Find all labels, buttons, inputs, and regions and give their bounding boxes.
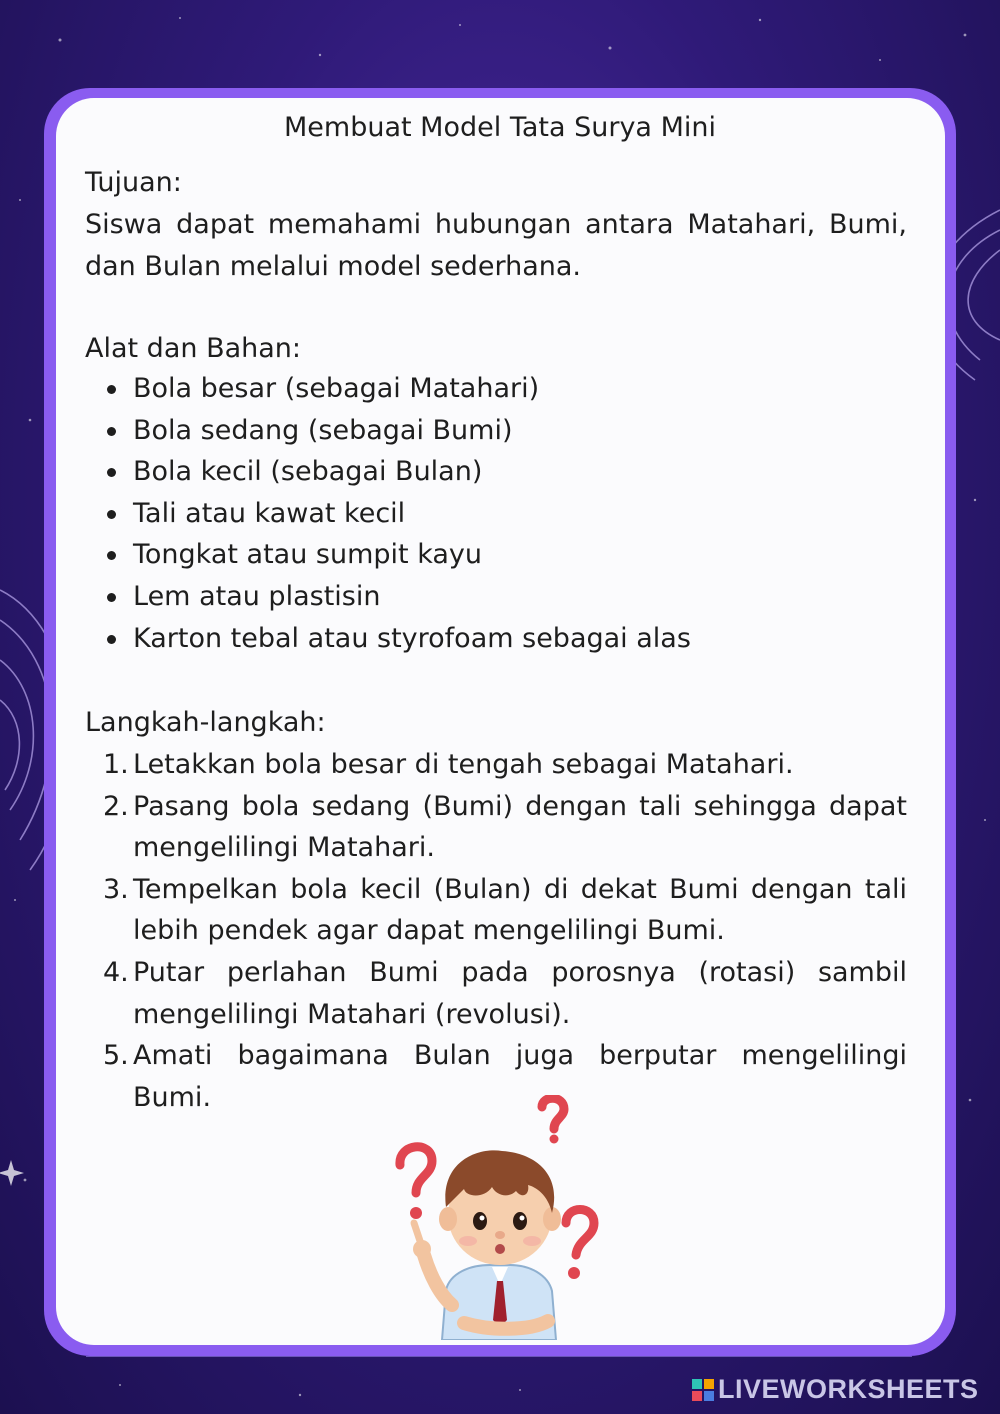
step-text: Pasang bola sedang (Bumi) dengan tali sehingga dapat mengelilingi Matahari. bbox=[133, 790, 907, 864]
alat-list bbox=[85, 368, 907, 659]
list-item: Tali atau kawat kecil bbox=[85, 493, 907, 535]
liveworksheets-logo-icon bbox=[692, 1379, 714, 1401]
step-number: 1. bbox=[103, 749, 129, 780]
footer-divider bbox=[86, 1356, 912, 1357]
langkah-heading: Langkah-langkah: bbox=[85, 707, 326, 738]
step-item bbox=[85, 744, 907, 786]
step-text: Amati bagaimana Bulan juga berputar mengelilingi Bumi. bbox=[133, 1040, 907, 1113]
step-text: Putar perlahan Bumi pada porosnya (rotasi) sambil mengelilingi Matahari (revolusi). bbox=[133, 956, 907, 1030]
tujuan-heading: Tujuan: bbox=[85, 167, 182, 198]
step-number: 3. bbox=[103, 873, 129, 905]
list-item: Lem atau plastisin bbox=[85, 576, 907, 618]
list-item: Bola sedang (sebagai Bumi) bbox=[85, 410, 907, 452]
list-item: Bola besar (sebagai Matahari) bbox=[85, 368, 907, 410]
step-number: 2. bbox=[103, 790, 129, 822]
confused-boy-illustration bbox=[380, 1095, 620, 1340]
page-title: Membuat Model Tata Surya Mini bbox=[284, 112, 716, 143]
step-item bbox=[85, 952, 907, 1035]
step-item bbox=[85, 869, 907, 952]
list-item: Bola kecil (sebagai Bulan) bbox=[85, 451, 907, 493]
list-item: Karton tebal atau styrofoam sebagai alas bbox=[85, 618, 907, 660]
brand-name: LIVEWORKSHEETS bbox=[718, 1374, 979, 1404]
step-text: Tempelkan bola kecil (Bulan) di dekat Bumi dengan tali lebih pendek agar dapat mengelilingi Bumi. bbox=[133, 873, 907, 947]
alat-heading: Alat dan Bahan: bbox=[85, 333, 301, 364]
list-item: Tongkat atau sumpit kayu bbox=[85, 534, 907, 576]
step-number: 5. bbox=[103, 1040, 129, 1072]
step-number: 4. bbox=[103, 956, 129, 988]
step-text: Letakkan bola besar di tengah sebagai Matahari. bbox=[133, 749, 794, 780]
tujuan-text: Siswa dapat memahami hubungan antara Matahari, Bumi, dan Bulan melalui model sederhana. bbox=[85, 209, 907, 282]
liveworksheets-logo[interactable] bbox=[692, 1374, 979, 1405]
step-item bbox=[85, 786, 907, 869]
langkah-list bbox=[85, 744, 907, 1118]
